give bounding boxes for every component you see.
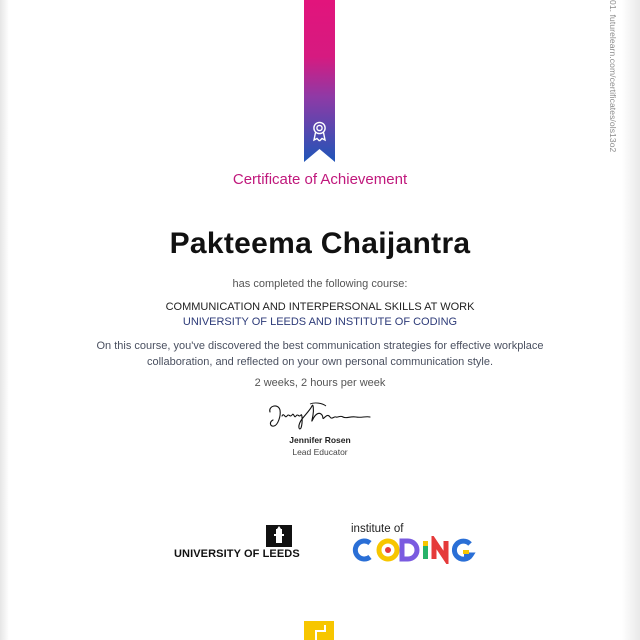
course-description-line: collaboration, and reflected on your own personal communication style. [146,355,494,368]
certificate-title: Certificate of Achievement [232,171,408,188]
course-title: COMMUNICATION AND INTERPERSONAL SKILLS AT WORK [165,301,475,313]
ioc-prefix-text: institute of [351,523,404,535]
course-description-line: On this course, you've discovered the best communication strategies for effective workplace [96,340,544,352]
course-duration: 2 weeks, 2 hours per week [254,377,386,389]
educator-role: Lead Educator [292,447,348,457]
university-of-leeds-logo [174,525,300,563]
course-description [0,339,640,370]
completion-statement: has completed the following course: [232,278,408,290]
leeds-wordmark: UNIVERSITY OF LEEDS [174,548,300,560]
futurelearn-logo-mark [304,621,334,640]
course-organisations: UNIVERSITY OF LEEDS AND INSTITUTE OF CODING [182,316,458,328]
handwritten-signature [266,400,372,434]
university-crest-icon [266,525,292,547]
institute-of-coding-logo [350,523,490,565]
ioc-wordmark [350,536,490,564]
educator-name: Jennifer Rosen [289,435,351,445]
certificate-url: 01. futurelearn.com/certificates/ols13o2 [608,0,618,153]
achievement-ribbon [304,0,335,162]
learner-name: Pakteema Chaijantra [169,227,471,260]
